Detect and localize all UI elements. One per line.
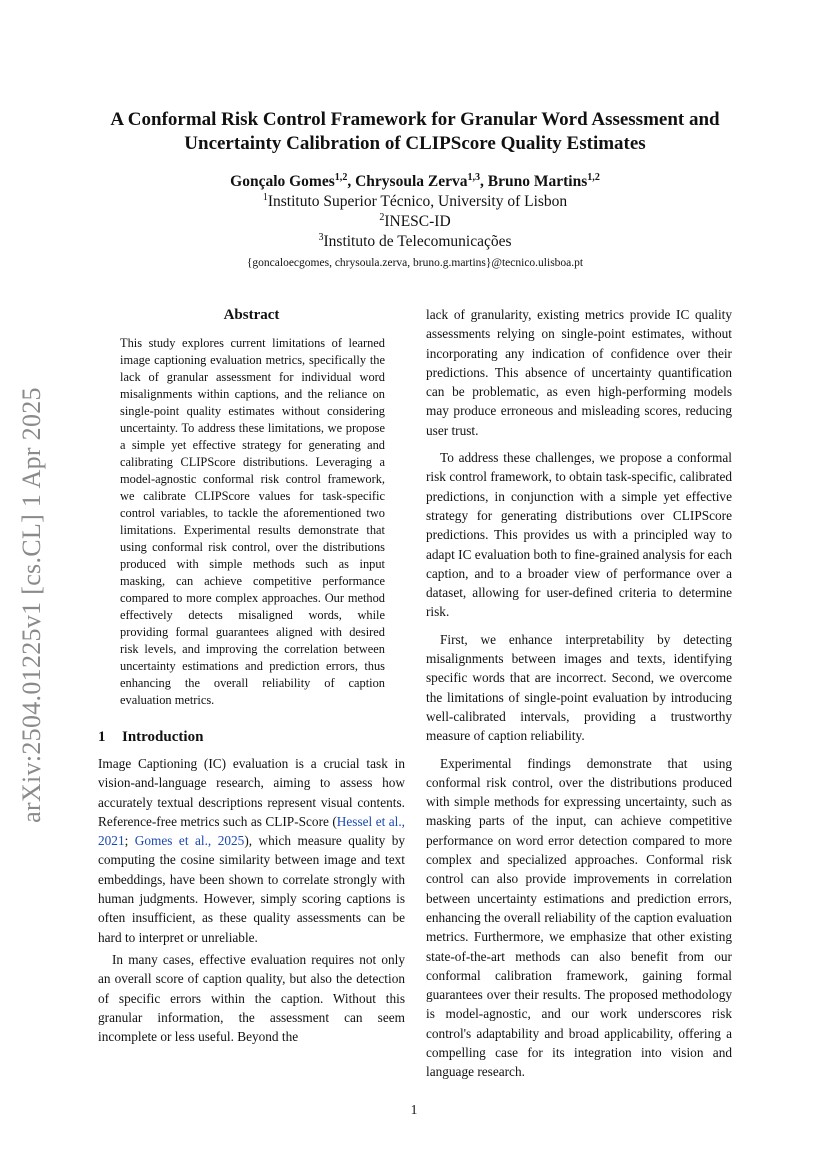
intro-paragraph-1	[98, 754, 405, 947]
abstract-heading: Abstract	[223, 307, 280, 323]
intro-paragraph-4: First, we enhance interpretability by detecting misalignments between images and texts, identifying specific words that are incorrect. Second, we overcome the limitations of single-point evaluation by introducing well-calibrated intervals, providing a trustworthy measure of caption reliability.	[426, 631, 732, 744]
author-2-sup: 1,3	[467, 171, 481, 183]
author-names	[70, 172, 760, 192]
intro-p1-text-a: Image Captioning (IC) evaluation is a crucial task in vision-and-language research, aiming to assess how accurately textual descriptions represent visual contents. Reference-free metrics such as CLIP-Score (	[98, 756, 405, 829]
author-1-sup: 1,2	[334, 171, 348, 183]
author-2: Chrysoula Zerva	[355, 173, 468, 190]
affiliation-1	[70, 192, 760, 212]
author-1: Gonçalo Gomes	[230, 173, 335, 190]
affiliation-1-sup: 1	[262, 191, 268, 203]
affiliation-3-sup: 3	[318, 231, 324, 243]
paper-title	[70, 108, 760, 156]
author-separator: ,	[480, 173, 488, 190]
section-heading-introduction	[98, 727, 405, 747]
citation-hessel-2021[interactable]: Hessel et al., 2021	[98, 813, 405, 849]
affiliation-2-sup: 2	[379, 211, 385, 223]
intro-paragraph-2: In many cases, effective evaluation requires not only an overall score of caption quality, but also the detection of specific errors within the caption. Without this granular information, the assessment can seem incomplete or less useful. Beyond the	[98, 951, 405, 1045]
section-number: 1	[98, 729, 106, 745]
author-emails: {goncaloecgomes, chrysoula.zerva, bruno.g.martins}@tecnico.ulisboa.pt	[246, 257, 584, 269]
section-title: Introduction	[122, 729, 204, 745]
title-line-1: A Conformal Risk Control Framework for Granular Word Assessment and	[110, 109, 720, 130]
page-number: 1	[410, 1102, 418, 1117]
intro-p1-text-b: ), which measure quality by computing the cosine similarity between image and text embeddings, have been shown to correlate strongly with human judgments. However, simply scoring captions is often insufficient, as these quality assessments can be hard to interpret or unreliable.	[98, 833, 405, 945]
citation-separator: ;	[124, 833, 135, 849]
title-line-2: Uncertainty Calibration of CLIPScore Quality Estimates	[184, 133, 646, 154]
intro-paragraph-2-continued: lack of granularity, existing metrics provide IC quality assessments relying on single-point estimates, without incorporating any indication of confidence over their predictions. This absence of uncertainty quantification can be problematic, as even high-performing models may produce erroneous and misleading scores, reducing user trust.	[426, 307, 732, 438]
author-block	[70, 172, 760, 274]
author-separator: ,	[347, 173, 356, 190]
intro-paragraph-3: To address these challenges, we propose a conformal risk control framework, to obtain task-specific, calibrated predictions, in conjunction with a simple yet effective strategy for generating distributions over CLIPScore predictions. This provides us with a principled way to adapt IC evaluation both to fine-grained analysis for each caption, and to a broader view of performance over a dataset, allowing for user-defined criteria to determine risk.	[426, 450, 732, 620]
affiliation-3-text: Instituto de Telecomunicações	[323, 233, 512, 250]
affiliation-2-text: INESC-ID	[384, 213, 451, 230]
citation-gomes-2025[interactable]: Gomes et al., 2025	[134, 833, 245, 849]
author-3: Bruno Martins	[487, 173, 588, 190]
abstract-text: This study explores current limitations of learned image captioning evaluation metrics, specifically the lack of granular assessment for individual word misalignments within captions, and the reliance on single-point quality estimates without considering uncertainty. To address these limitations, we propose a simple yet effective strategy for generating and calibrating CLIPScore distributions. Leveraging a model-agnostic conformal risk control framework, we calibrate CLIPScore values for task-specific control variables, to tackle the aforementioned two limitations. Experimental results demonstrate that using conformal risk control, over the distributions produced with simple methods such as input masking, can achieve competitive performance compared to more complex approaches. Our method effectively detects misaligned words, while providing formal guarantees aligned with desired risk levels, and improving the correlation between uncertainty estimations and prediction errors, thus enhancing the overall reliability of caption evaluation metrics.	[120, 336, 385, 707]
right-column	[426, 305, 732, 1082]
arxiv-watermark	[0, 0, 64, 1171]
intro-paragraph-5: Experimental findings demonstrate that using conformal risk control, over the distributions produced with simple methods for expressing uncertainty, such as masking parts of the input, can achieve competitive performance on word error detection compared to more complex and specialized approaches. Conformal risk control can also provide improvements in correlation between uncertainty estimations and prediction errors, enhancing the overall reliability of the caption evaluation metrics. Furthermore, we emphasize that other existing state-of-the-art methods can also benefit from our conformal calibration framework, gaining formal guarantees over their results. The proposed methodology is model-agnostic, and our work underscores risk control's adaptability and broad applicability, offering a compelling case for its integration into vision and language research.	[426, 755, 732, 1080]
left-column	[98, 305, 405, 1046]
author-3-sup: 1,2	[587, 171, 600, 183]
affiliation-3	[70, 232, 760, 252]
affiliation-1-text: Instituto Superior Técnico, University of Lisbon	[267, 193, 568, 210]
affiliation-2	[70, 212, 760, 232]
arxiv-id: arXiv:2504.01225v1 [cs.CL] 1 Apr 2025	[17, 387, 46, 823]
